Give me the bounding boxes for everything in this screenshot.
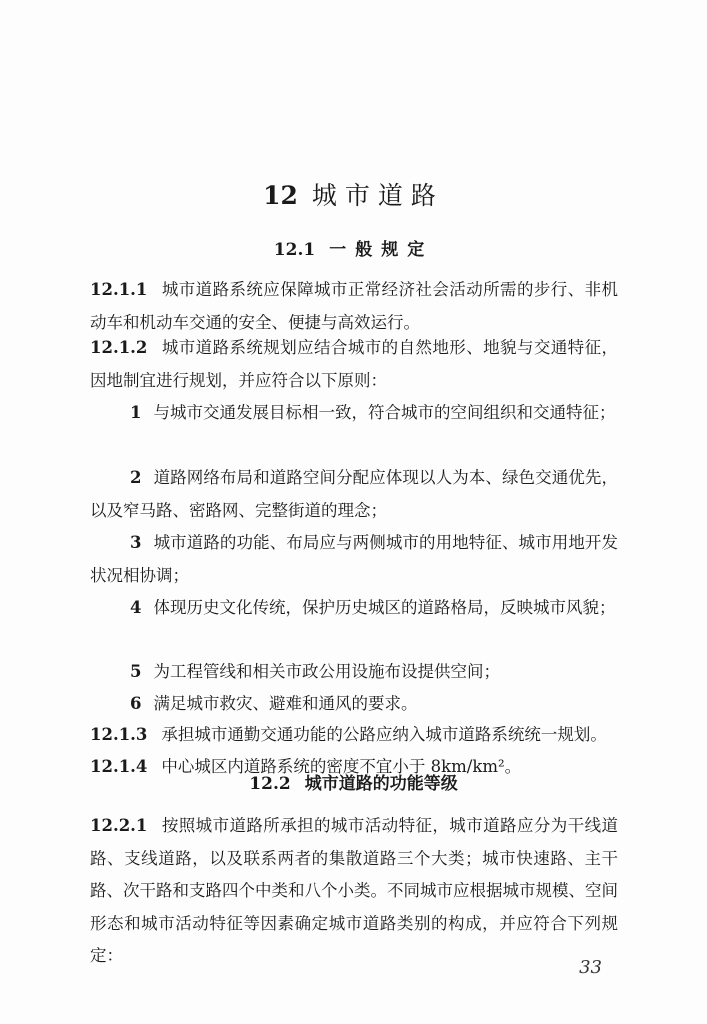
item-number: 4 <box>130 598 142 617</box>
chapter-title-text: 城市道路 <box>311 181 444 210</box>
section-title-12-1 <box>0 235 707 260</box>
list-item <box>90 592 618 625</box>
section-title-text: 一般规定 <box>329 240 434 260</box>
item-text: 道路网络布局和道路空间分配应体现以人为本、绿色交通优先，以及窄马路、密路网、完整街道的理念； <box>90 468 618 520</box>
list-item <box>90 527 618 592</box>
clause-number: 12.1.2 <box>90 338 148 357</box>
item-text: 为工程管线和相关市政公用设施布设提供空间； <box>153 662 500 681</box>
clause-12-1-3 <box>90 719 618 752</box>
clause-text: 城市道路系统规划应结合城市的自然地形、地貌与交通特征，因地制宜进行规划，并应符合以下原则： <box>90 338 618 390</box>
clause-number: 12.1.3 <box>90 725 148 744</box>
clause-text: 中心城区内道路系统的密度不宜小于 8km/km²。 <box>161 757 522 776</box>
clause-12-2-1 <box>90 810 618 973</box>
item-number: 3 <box>130 533 142 552</box>
item-number: 5 <box>130 662 142 681</box>
clause-number: 12.2.1 <box>90 816 148 835</box>
section-title-12-2 <box>0 769 707 794</box>
chapter-title <box>0 176 707 212</box>
section-title-text: 城市道路的功能等级 <box>304 774 458 794</box>
item-text: 与城市交通发展目标相一致，符合城市的空间组织和交通特征； <box>153 403 616 422</box>
section-number: 12.1 <box>273 240 316 260</box>
item-text: 城市道路的功能、布局应与两侧城市的用地特征、城市用地开发状况相协调； <box>90 533 618 585</box>
clause-12-1-1 <box>90 274 618 339</box>
item-number: 2 <box>130 468 142 487</box>
item-number: 6 <box>130 694 142 713</box>
list-item <box>90 688 618 721</box>
page-number: 33 <box>579 957 602 978</box>
clause-number: 12.1.4 <box>90 757 148 776</box>
clause-text: 城市道路系统应保障城市正常经济社会活动所需的步行、非机动车和机动车交通的安全、便捷与高效运行。 <box>90 280 618 332</box>
clause-12-1-2 <box>90 332 618 397</box>
chapter-number: 12 <box>263 181 298 210</box>
clause-number: 12.1.1 <box>90 280 148 299</box>
item-text: 满足城市救灾、避难和通风的要求。 <box>153 694 418 713</box>
item-number: 1 <box>130 403 142 422</box>
list-item <box>90 397 618 430</box>
clause-text: 承担城市通勤交通功能的公路应纳入城市道路系统统一规划。 <box>161 725 607 744</box>
section-number: 12.2 <box>249 774 291 794</box>
clause-text: 按照城市道路所承担的城市活动特征，城市道路应分为干线道路、支线道路，以及联系两者的集散道路三个大类；城市快速路、主干路、次干路和支路四个中类和八个小类。不同城市应根据城市规模、空间形态和城市活动特征等因素确定城市道路类别的构成，并应符合下列规定： <box>90 816 618 965</box>
item-text: 体现历史文化传统，保护历史城区的道路格局，反映城市风貌； <box>153 598 616 617</box>
list-item <box>90 462 618 527</box>
list-item <box>90 656 618 689</box>
